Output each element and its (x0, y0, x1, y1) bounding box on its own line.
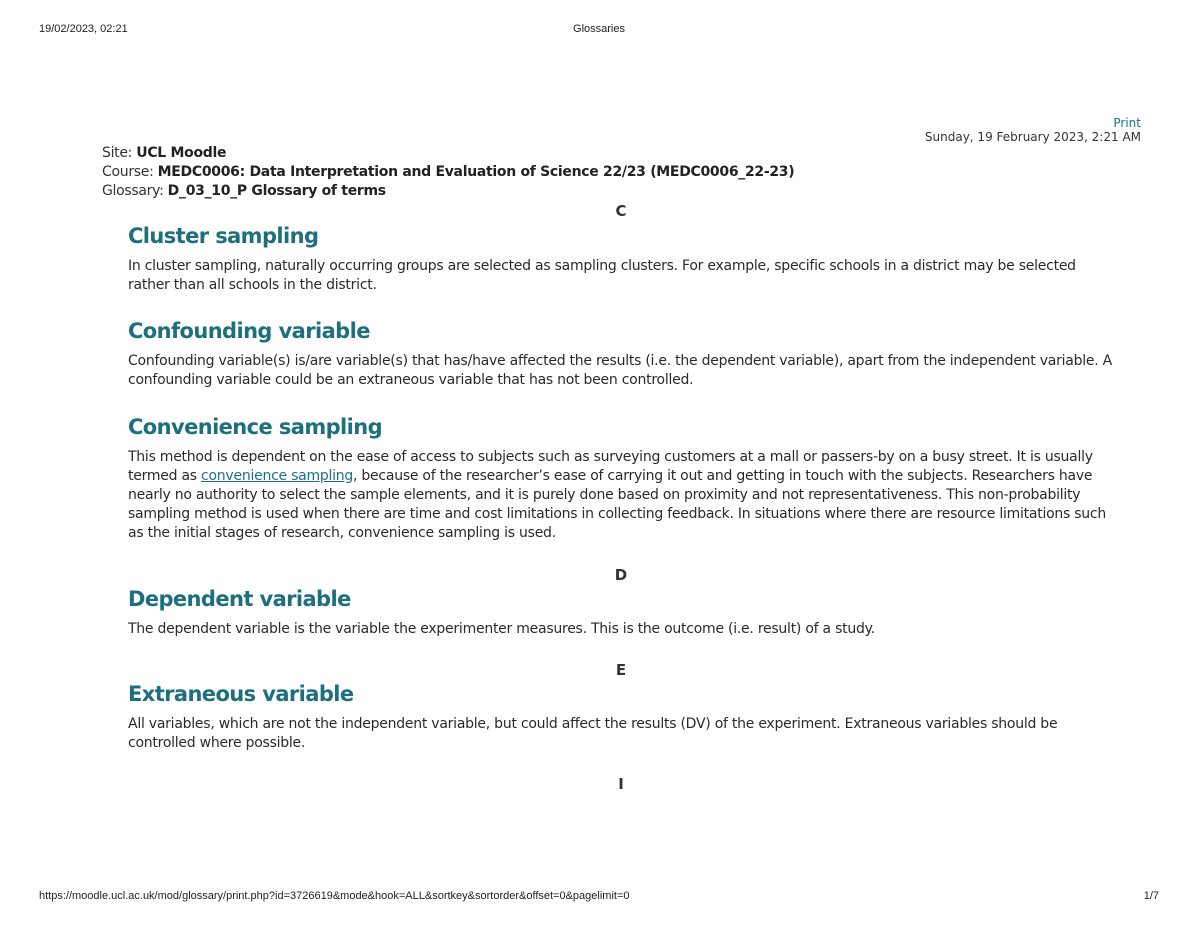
browser-print-footer (39, 890, 1159, 904)
print-datetime: 19/02/2023, 02:21 (39, 23, 128, 35)
course-label: Course: (102, 164, 154, 180)
print-url: https://moodle.ucl.ac.uk/mod/glossary/print.php?id=3726619&mode&hook=ALL&sortkey&sortorder&offset=0&pagelimit=0 (39, 890, 630, 902)
definition-text: This method is dependent on the ease of access to subjects such as surveying customers at a mall or passers-by on a busy street. It is usually termed as (128, 449, 1093, 484)
entry-term: Confounding variable (128, 319, 370, 343)
convenience-sampling-link[interactable]: convenience sampling (201, 468, 354, 484)
entry-definition: In cluster sampling, naturally occurring groups are selected as sampling clusters. For example, specific schools in a district may be selected rather than all schools in the district. (128, 258, 1076, 293)
letter-heading-e: E (615, 661, 627, 679)
print-link[interactable]: Print (1113, 116, 1141, 130)
glossary-value: D_03_10_P Glossary of terms (167, 183, 386, 199)
entry-definition: All variables, which are not the independent variable, but could affect the results (DV) of the experiment. Extraneous variables should be controlled where possible. (128, 716, 1058, 751)
glossary-entry (128, 318, 1118, 390)
entry-term: Dependent variable (128, 587, 351, 611)
browser-print-header (39, 23, 1159, 37)
course-row (102, 163, 794, 182)
glossary-entry (128, 681, 1118, 753)
letter-heading-c: C (615, 202, 627, 220)
entry-definition: The dependent variable is the variable the experimenter measures. This is the outcome (i.e. result) of a study. (128, 621, 875, 637)
glossary-entry (128, 223, 1118, 295)
print-page-title: Glossaries (573, 23, 625, 35)
glossary-entry (128, 586, 1118, 639)
entry-term: Extraneous variable (128, 682, 354, 706)
site-label: Site: (102, 145, 133, 161)
entry-term: Cluster sampling (128, 224, 319, 248)
letter-heading-d: D (614, 566, 628, 584)
course-value: MEDC0006: Data Interpretation and Evaluation of Science 22/23 (MEDC0006_22-23) (157, 164, 795, 180)
glossary-row (102, 182, 794, 201)
print-page-number: 1/7 (1143, 890, 1159, 902)
site-row (102, 144, 794, 163)
site-value: UCL Moodle (136, 145, 227, 161)
glossary-entry (128, 414, 1118, 543)
glossary-meta (102, 144, 794, 201)
entry-definition: Confounding variable(s) is/are variable(s) that has/have affected the results (i.e. the dependent variable), apart from the independent variable. A confounding variable could be an extraneous variable that has not been controlled. (128, 353, 1112, 388)
entry-term: Convenience sampling (128, 415, 383, 439)
definition-text: , because of the researcher’s ease of carrying it out and getting in touch with the subjects. Researchers have nearly no authority to select the sample elements, and it is purely done based on proximity and not representativeness. This non-probability sampling method is used when there are time and cost limitations in collecting feedback. In situations where there are resource limitations such as the initial stages of research, convenience sampling is used. (128, 468, 1107, 541)
printed-on-date: Sunday, 19 February 2023, 2:21 AM (924, 130, 1141, 144)
entry-definition (128, 448, 1118, 543)
glossary-label: Glossary: (102, 183, 164, 199)
letter-heading-i: I (618, 775, 624, 793)
